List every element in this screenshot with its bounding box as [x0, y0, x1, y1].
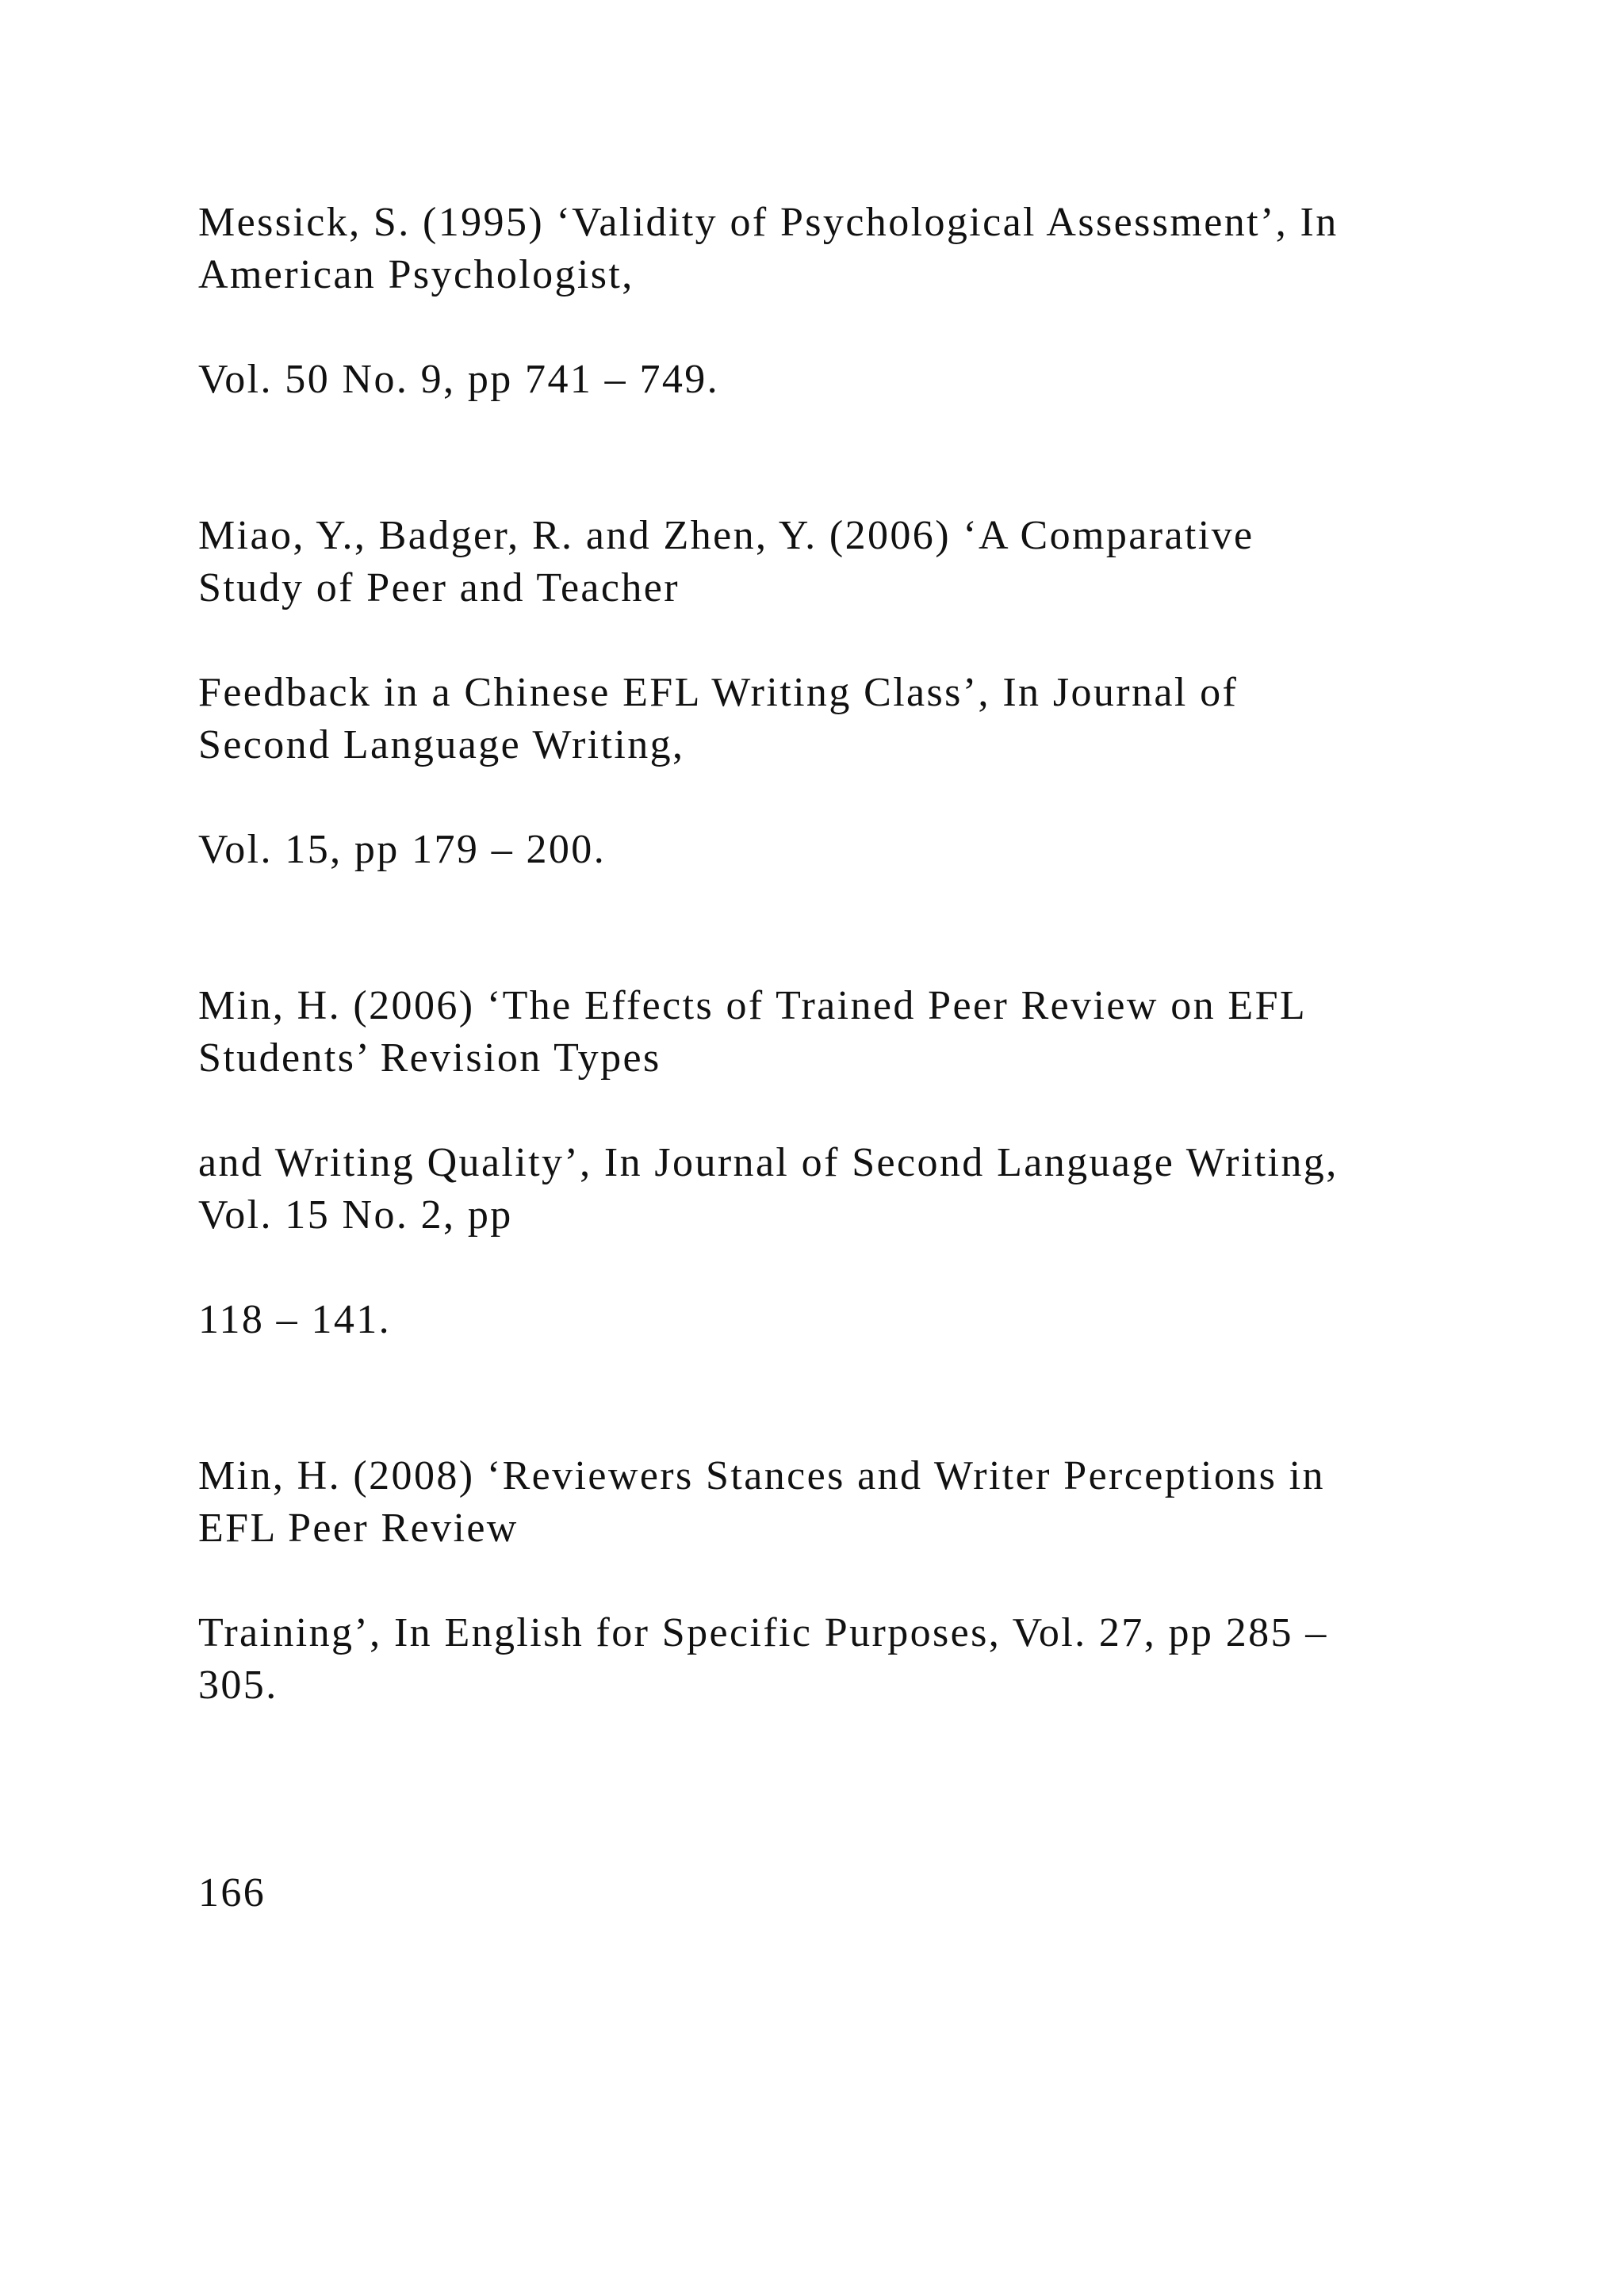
reference-line: 305.	[198, 1663, 278, 1708]
reference-line: Training’, In English for Specific Purposes, Vol. 27, pp 285 –	[198, 1610, 1328, 1655]
reference-line: American Psychologist,	[198, 252, 634, 297]
page-number: 166	[198, 1870, 266, 1915]
reference-line: Vol. 15 No. 2, pp	[198, 1192, 513, 1238]
reference-line: Vol. 15, pp 179 – 200.	[198, 827, 607, 872]
reference-line: and Writing Quality’, In Journal of Second Language Writing,	[198, 1140, 1339, 1185]
reference-line: Vol. 50 No. 9, pp 741 – 749.	[198, 357, 720, 402]
reference-line: Feedback in a Chinese EFL Writing Class’, In Journal of	[198, 670, 1239, 715]
reference-line: Min, H. (2006) ‘The Effects of Trained Peer Review on EFL	[198, 983, 1308, 1028]
reference-line: Study of Peer and Teacher	[198, 565, 680, 610]
reference-line: Second Language Writing,	[198, 722, 685, 767]
reference-line: Students’ Revision Types	[198, 1035, 661, 1081]
reference-line: Miao, Y., Badger, R. and Zhen, Y. (2006) ‘A Comparative	[198, 513, 1254, 558]
reference-line: Messick, S. (1995) ‘Validity of Psychological Assessment’, In	[198, 200, 1339, 245]
reference-line: EFL Peer Review	[198, 1506, 519, 1551]
reference-line: Min, H. (2008) ‘Reviewers Stances and Writer Perceptions in	[198, 1453, 1325, 1498]
reference-line: 118 – 141.	[198, 1297, 392, 1342]
